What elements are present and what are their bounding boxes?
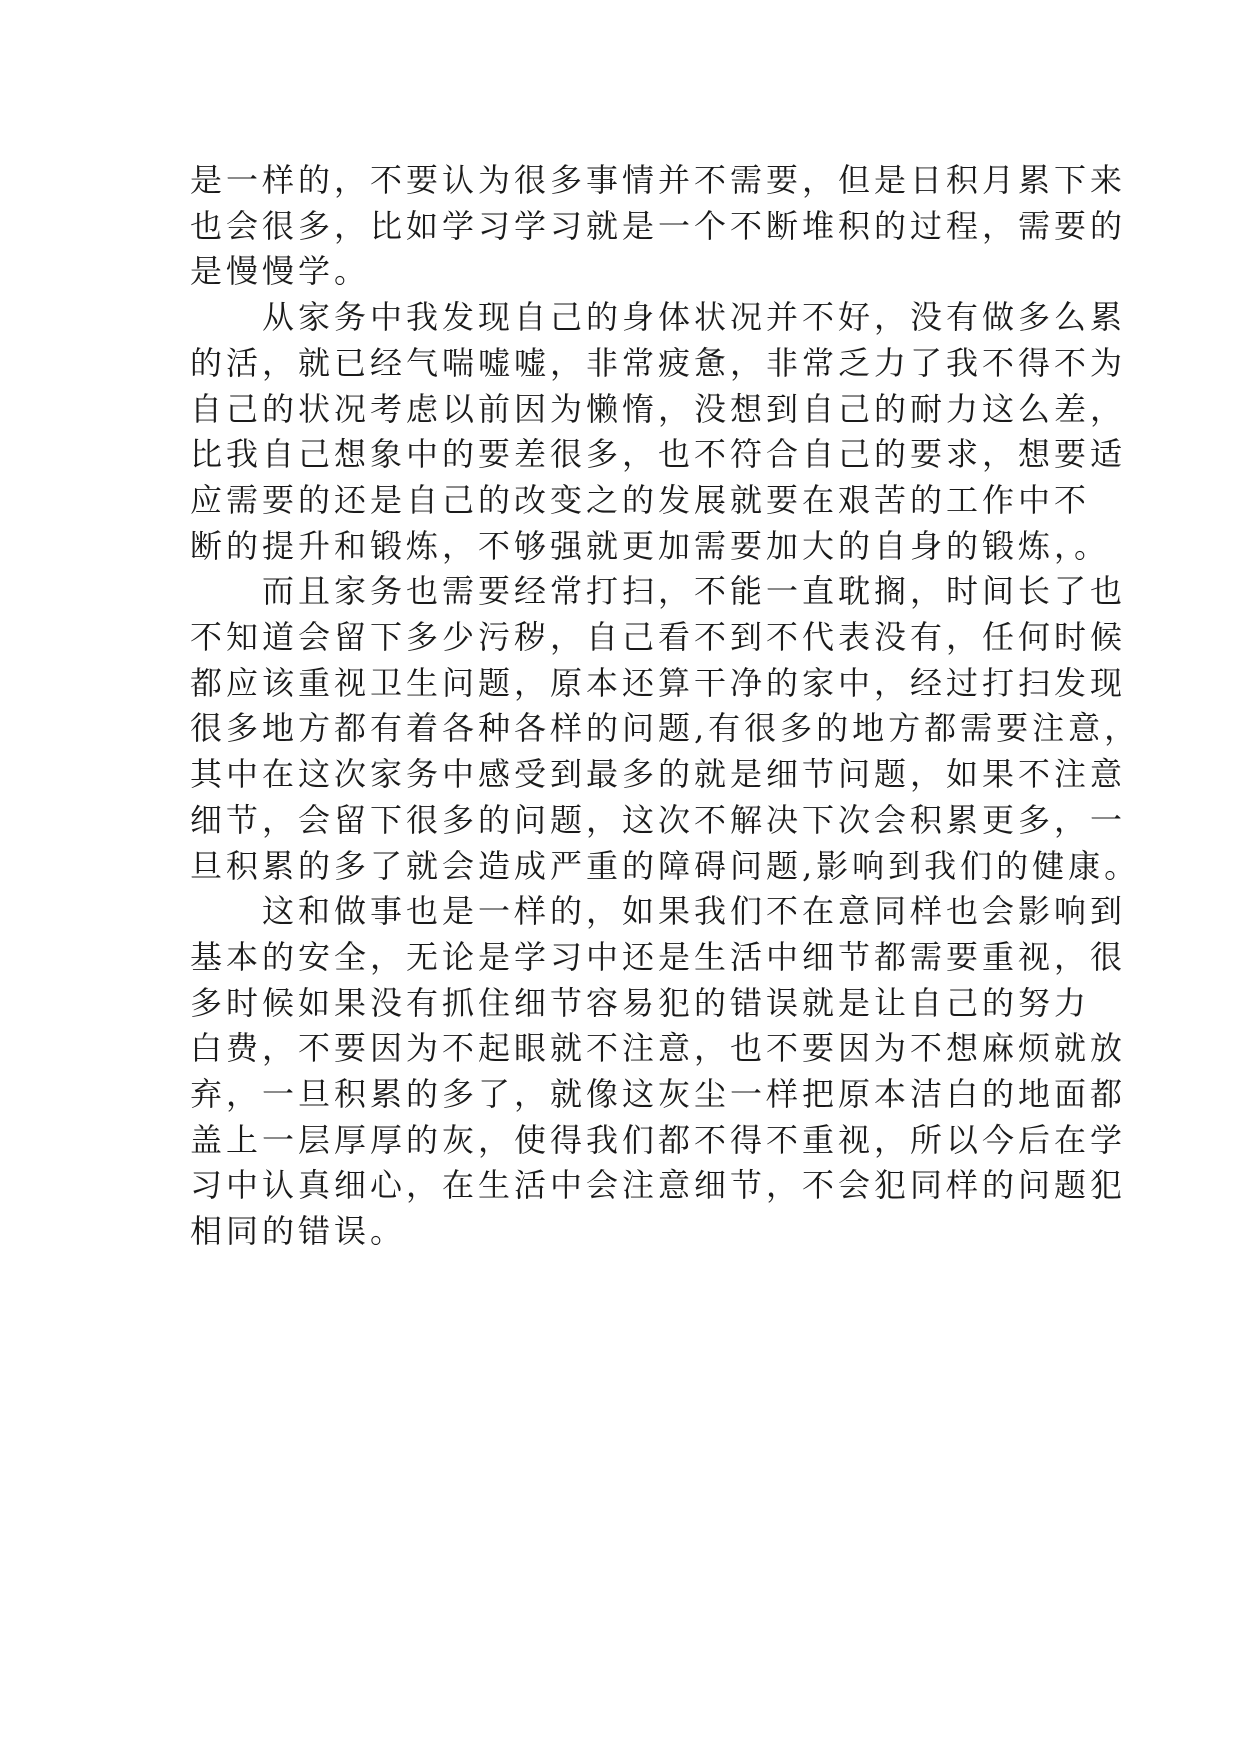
paragraph [190,889,1127,1255]
text-line: 的活，就已经气喘嘘嘘，非常疲惫，非常乏力了我不得不为 [190,343,1127,382]
text-line: 旦积累的多了就会造成严重的障碍问题,影响到我们的健康。 [190,846,1141,885]
document-body [190,158,1141,1255]
text-line: 也会很多，比如学习学习就是一个不断堆积的过程，需要的 [190,206,1127,245]
text-line: 不知道会留下多少污秽，自己看不到不代表没有，任何时候 [190,618,1127,657]
text-line: 基本的安全，无论是学习中还是生活中细节都需要重视，很 [190,937,1127,976]
text-line: 细节，会留下很多的问题，这次不解决下次会积累更多，一 [190,800,1127,839]
text-line: 习中认真细心，在生活中会注意细节，不会犯同样的问题犯 [190,1166,1127,1205]
text-line: 自己的状况考虑以前因为懒惰，没想到自己的耐力这么差， [190,389,1127,428]
text-line: 这和做事也是一样的，如果我们不在意同样也会影响到 [262,892,1127,931]
text-line: 都应该重视卫生问题，原本还算干净的家中，经过打扫发现 [190,663,1127,702]
text-line: 是慢慢学。 [190,252,371,291]
text-line: 是一样的，不要认为很多事情并不需要，但是日积月累下来 [190,161,1127,199]
text-line: 白费，不要因为不起眼就不注意，也不要因为不想麻烦就放 [190,1029,1127,1068]
text-line: 盖上一层厚厚的灰，使得我们都不得不重视，所以今后在学 [190,1120,1127,1159]
text-line: 断的提升和锻炼，不够强就更加需要加大的自身的锻炼，。 [190,526,1111,565]
text-line: 比我自己想象中的要差很多，也不符合自己的要求，想要适 [190,435,1127,474]
text-line: 多时候如果没有抓住细节容易犯的错误就是让自己的努力 [190,983,1091,1022]
text-line: 相同的错误。 [190,1212,407,1251]
paragraph [190,158,1127,295]
text-line: 从家务中我发现自己的身体状况并不好，没有做多么累 [262,298,1127,337]
text-line: 其中在这次家务中感受到最多的就是细节问题，如果不注意 [190,755,1127,794]
text-line: 很多地方都有着各种各样的问题,有很多的地方都需要注意， [190,709,1141,748]
text-line: 而且家务也需要经常打扫，不能一直耽搁，时间长了也 [262,572,1127,611]
paragraph [190,569,1141,889]
text-line: 应需要的还是自己的改变之的发展就要在艰苦的工作中不 [190,480,1091,519]
paragraph [190,295,1127,569]
text-line: 弃，一旦积累的多了，就像这灰尘一样把原本洁白的地面都 [190,1075,1127,1114]
